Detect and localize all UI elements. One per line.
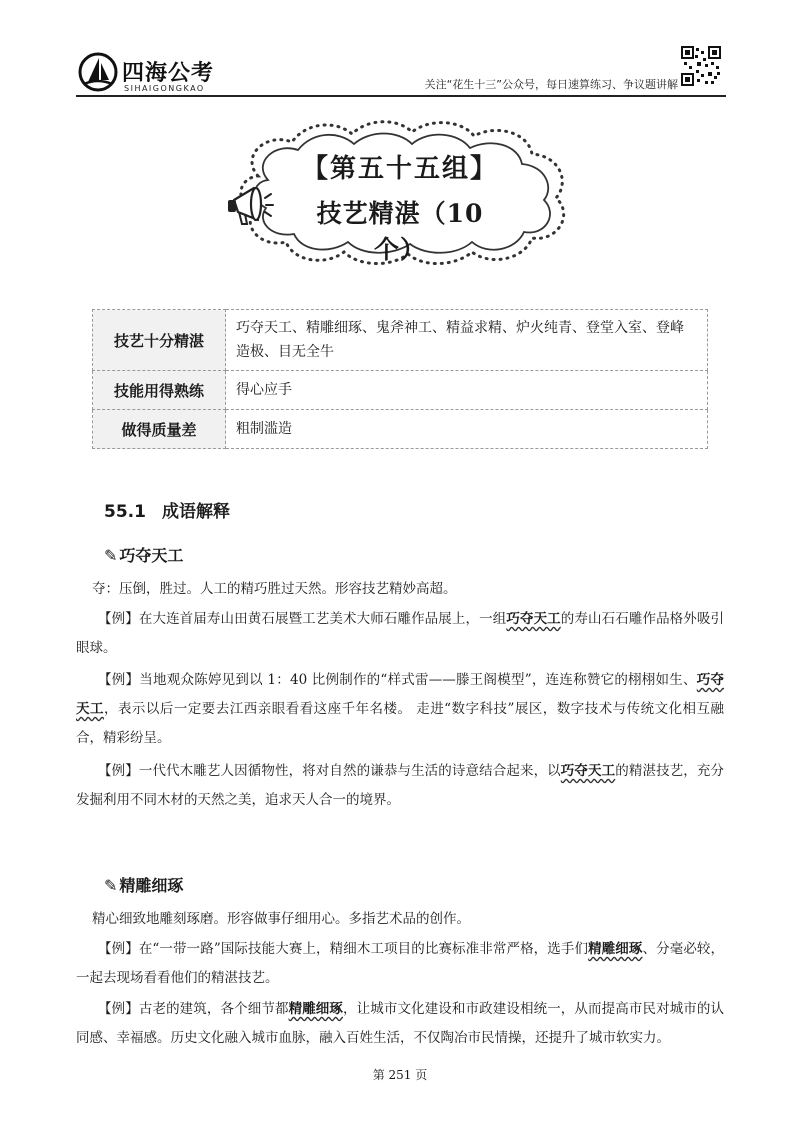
- idiom-list-cell: 粗制滥造: [226, 410, 708, 449]
- section-title: 成语解释: [161, 502, 230, 522]
- example-text: 古老的建筑，各个细节都: [138, 1001, 289, 1017]
- highlighted-idiom: 巧夺天工: [560, 763, 616, 779]
- example-text: 、分毫必较，一起去现场看看他们的精湛技艺。: [76, 941, 725, 986]
- highlighted-idiom: 巧夺天工: [76, 672, 725, 717]
- qr-code-icon: [681, 46, 721, 86]
- highlighted-idiom: 精雕细琢: [288, 1001, 344, 1017]
- header-note: 关注“花生十三”公众号，每日速算练习、争议题讲解: [424, 78, 678, 91]
- section-heading: [104, 497, 230, 522]
- example-paragraph: [76, 935, 724, 993]
- group-title: 【第五十五组】: [301, 154, 498, 184]
- idiom-heading: [104, 543, 183, 566]
- idiom-name: 巧夺天工: [119, 546, 184, 565]
- pencil-icon: ✎: [104, 876, 118, 895]
- idiom-heading: [104, 873, 183, 896]
- idiom-definition: 夺：压倒，胜过。人工的精巧胜过天然。形容技艺精妙高超。: [92, 581, 457, 597]
- page-number: 第 251 页: [372, 1068, 428, 1082]
- idiom-list-cell: 巧夺天工、精雕细琢、鬼斧神工、精益求精、炉火纯青、登堂入室、登峰造极、目无全牛: [226, 310, 708, 371]
- sailboat-logo-icon: [78, 52, 118, 92]
- section-number: 55.1: [104, 502, 146, 522]
- highlighted-idiom: 巧夺天工: [506, 611, 561, 627]
- category-cell: 技能用得熟练: [93, 371, 226, 410]
- example-label: 【例】: [98, 672, 140, 688]
- example-text: 在“一带一路”国际技能大赛上，精细木工项目的比赛标准非常严格，选手们: [138, 941, 589, 957]
- example-text: ，表示以后一定要去江西亲眼看看这座千年名楼。 走进“数字科技”展区，数字技术与传统文化相互融合，精彩纷呈。: [76, 701, 725, 746]
- example-text: 的寿山石石雕作品格外吸引眼球。: [76, 611, 725, 656]
- example-paragraph: [76, 757, 724, 815]
- example-label: 【例】: [98, 763, 139, 779]
- topic-title: 技艺精湛（10个）: [316, 199, 484, 264]
- table-row: [93, 371, 708, 410]
- idiom-definition: 精心细致地雕刻琢磨。形容做事仔细用心。多指艺术品的创作。: [92, 911, 470, 927]
- idiom-list-cell: 得心应手: [226, 371, 708, 410]
- header-divider: [76, 95, 726, 97]
- table-row: [93, 310, 708, 371]
- brand-name: 四海公考: [122, 61, 215, 86]
- example-paragraph: [76, 995, 724, 1053]
- brand-name-en: SIHAIGONGKAO: [124, 84, 205, 93]
- example-paragraph: [76, 666, 724, 753]
- example-label: 【例】: [98, 611, 139, 627]
- example-text: ，让城市文化建设和市政建设相统一，从而提高市民对城市的认同感、幸福感。历史文化融入城市血脉，融入百姓生活，不仅陶冶市民情操，还提升了城市软实力。: [76, 1001, 725, 1046]
- example-text: 一代代木雕艺人因循物性，将对自然的谦恭与生活的诗意结合起来，以: [138, 763, 561, 779]
- example-text: 在大连首届寿山田黄石展暨工艺美术大师石雕作品展上，一组: [138, 611, 507, 627]
- example-paragraph: [76, 605, 724, 663]
- idiom-category-table: [92, 309, 708, 449]
- megaphone-icon: [224, 180, 274, 230]
- example-label: 【例】: [98, 941, 139, 957]
- idiom-name: 精雕细琢: [119, 876, 184, 895]
- pencil-icon: ✎: [104, 546, 118, 565]
- example-text: 当地观众陈婷见到以 1：40 比例制作的“样式雷——滕王阁模型”，连连称赞它的栩栩如生、: [139, 672, 697, 688]
- category-cell: 技艺十分精湛: [93, 310, 226, 371]
- example-label: 【例】: [98, 1001, 139, 1017]
- table-row: [93, 410, 708, 449]
- example-text: 的精湛技艺，充分发掘利用不同木材的天然之美，追求天人合一的境界。: [76, 763, 725, 808]
- highlighted-idiom: 精雕细琢: [588, 941, 643, 957]
- category-cell: 做得质量差: [93, 410, 226, 449]
